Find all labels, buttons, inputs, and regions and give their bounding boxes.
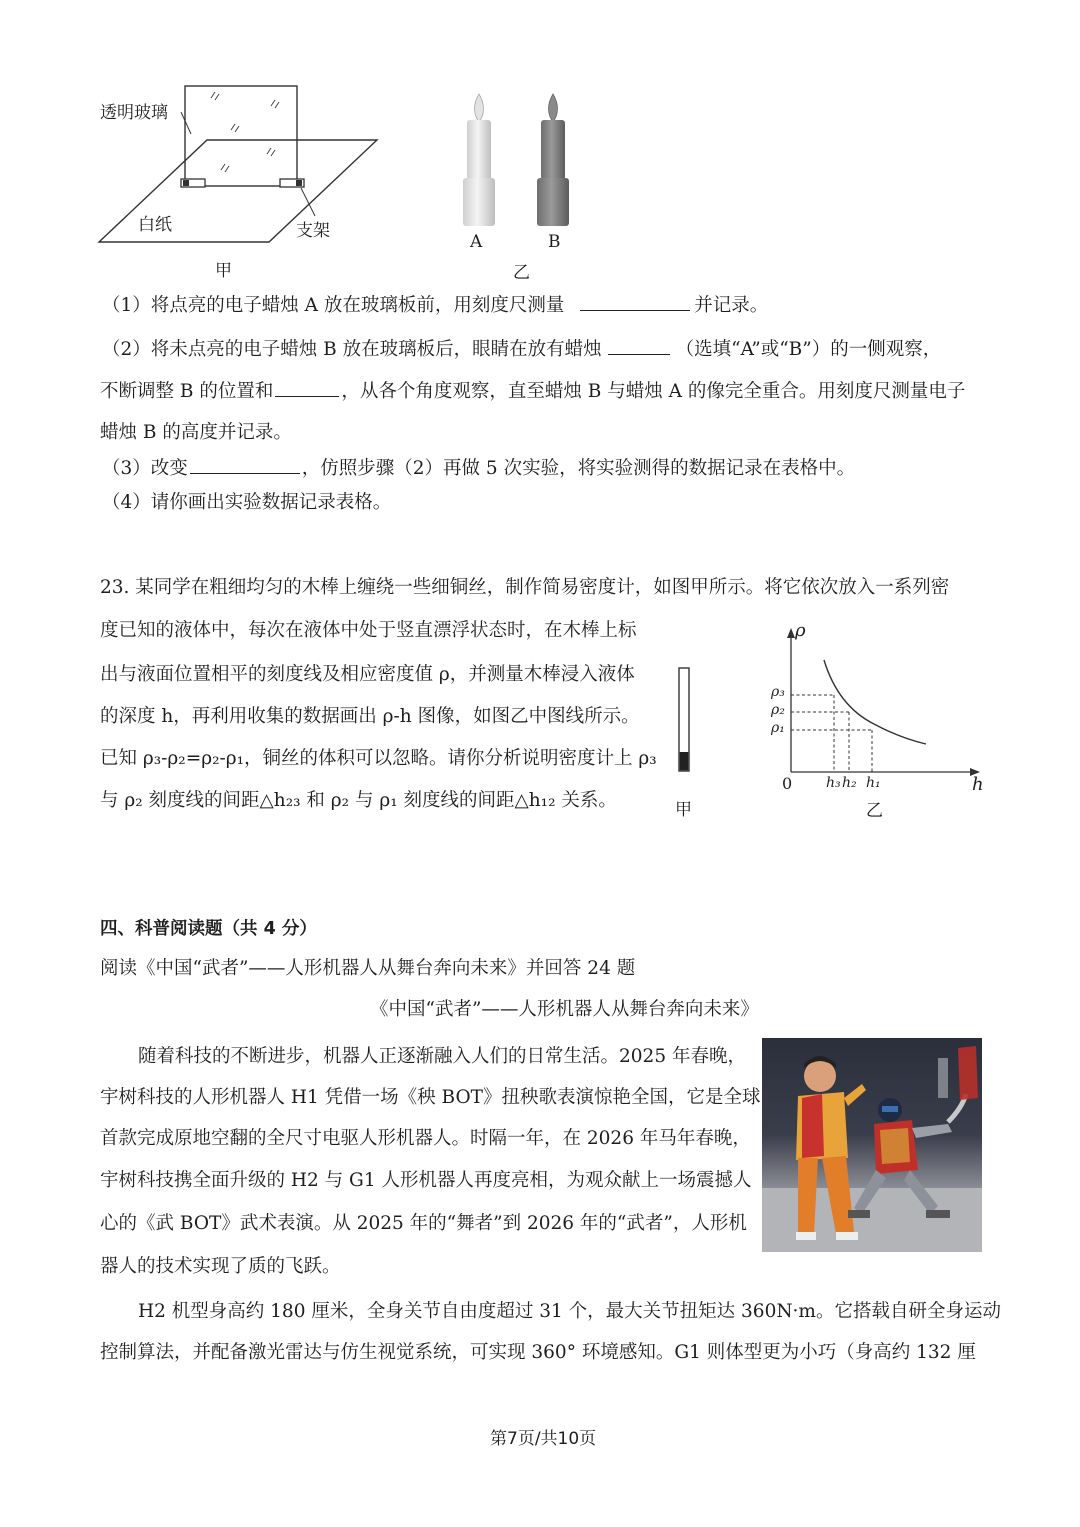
para2-line2: 控制算法，并配备激光雷达与仿生视觉系统，可实现 360° 环境感知。G1 则体型更为小巧（身高约 132 厘 [100, 1342, 976, 1363]
q23-line1: 23. 某同学在粗细均匀的木棒上缠绕一些细铜丝，制作简易密度计，如图甲所示。将它依次放入一系列密 [100, 577, 950, 598]
q23-line2: 度已知的液体中，每次在液体中处于竖直漂浮状态时，在木棒上标 [100, 620, 637, 641]
graph-rho1: ρ₁ [771, 720, 785, 736]
graph-x-axis-label: h [972, 774, 984, 795]
para1-line2: 宇树科技的人形机器人 H1 凭借一场《秧 BOT》扭秧歌表演惊艳全国，它是全球 [100, 1087, 761, 1108]
q22-step3-text: （3）改变 [102, 458, 188, 479]
section-intro: 阅读《中国“武者”——人形机器人从舞台奔向未来》并回答 24 题 [100, 958, 636, 979]
paper-label: 白纸 [138, 215, 172, 235]
q22-step4: （4）请你画出实验数据记录表格。 [102, 492, 392, 513]
para1-line3: 首款完成原地空翻的全尺寸电驱人形机器人。时隔一年，在 2026 年马年春晚， [100, 1128, 751, 1149]
figure-caption-yi: 乙 [513, 263, 530, 283]
stand-label: 支架 [296, 221, 330, 241]
graph-h3: h₃ [826, 775, 841, 791]
article-title: 《中国“武者”——人形机器人从舞台奔向未来》 [370, 999, 759, 1020]
q22-step2-text: ，从各个角度观察，直至蜡烛 B 与蜡烛 A 的像完全重合。用刻度尺测量电子 [341, 381, 966, 402]
hydrometer-caption: 甲 [675, 800, 692, 820]
graph-rho2: ρ₂ [771, 702, 785, 718]
candle-b-label: B [548, 232, 561, 252]
graph-y-axis-label: ρ [795, 620, 806, 641]
q23-line6: 与 ρ₂ 刻度线的间距△h₂₃ 和 ρ₂ 与 ρ₁ 刻度线的间距△h₁₂ 关系。 [100, 790, 617, 811]
q22-step2-line1 [102, 336, 941, 363]
para1-line5: 心的《武 BOT》武术表演。从 2025 年的“舞者”到 2026 年的“武者”，人形机 [100, 1213, 747, 1234]
page-number: 第7页/共10页 [490, 1429, 597, 1449]
q22-step1-text: （1）将点亮的电子蜡烛 A 放在玻璃板前，用刻度尺测量 [102, 295, 565, 316]
robot-performance-photo [762, 1038, 982, 1252]
graph-h1: h₁ [866, 775, 881, 791]
graph-rho3: ρ₃ [771, 684, 785, 700]
q22-step1-tail: 并记录。 [694, 295, 769, 316]
para1-line1: 随着科技的不断进步，机器人正逐渐融入人们的日常生活。2025 年春晚， [138, 1046, 746, 1067]
q22-step2-line2 [100, 378, 965, 405]
q22-step3-text: ，仿照步骤（2）再做 5 次实验，将实验测得的数据记录在表格中。 [301, 458, 856, 479]
q22-step2-line3: 蜡烛 B 的高度并记录。 [100, 422, 292, 443]
q23-line5: 已知 ρ₃-ρ₂=ρ₂-ρ₁，铜丝的体积可以忽略。请你分析说明密度计上 ρ₃ [100, 748, 657, 769]
para1-line4: 宇树科技携全面升级的 H2 与 G1 人形机器人再度亮相，为观众献上一场震撼人 [100, 1170, 752, 1191]
q23-line3: 出与液面位置相平的刻度线及相应密度值 ρ，并测量木棒浸入液体 [100, 664, 635, 685]
para1-line6: 器人的技术实现了质的飞跃。 [100, 1256, 341, 1277]
answer-blank[interactable] [580, 292, 690, 311]
graph-origin: 0 [782, 774, 793, 793]
glass-label: 透明玻璃 [100, 103, 168, 123]
q22-step1 [102, 292, 768, 319]
q22-step3 [102, 455, 855, 482]
graph-h2: h₂ [842, 775, 857, 791]
q22-step2-text: （2）将未点亮的电子蜡烛 B 放在玻璃板后，眼睛在放有蜡烛 [102, 339, 602, 360]
answer-blank[interactable] [275, 378, 339, 397]
q22-step2-text: 不断调整 B 的位置和 [100, 381, 274, 402]
q23-line4: 的深度 h，再利用收集的数据画出 ρ-h 图像，如图乙中图线所示。 [100, 706, 640, 727]
candles-figure [455, 92, 585, 232]
answer-blank[interactable] [190, 455, 300, 474]
hydrometer-figure [676, 666, 692, 774]
graph-caption: 乙 [866, 801, 883, 821]
answer-blank[interactable] [608, 336, 670, 355]
figure-caption-jia: 甲 [215, 261, 232, 281]
candle-a-label: A [470, 232, 483, 252]
q22-step2-text: （选填“A”或“B”）的一侧观察， [675, 339, 942, 360]
para2-line1: H2 机型身高约 180 厘米，全身关节自由度超过 31 个，最大关节扭矩达 360N·m。它搭载自研全身运动 [138, 1301, 1001, 1322]
section-heading: 四、科普阅读题（共 4 分） [100, 919, 317, 939]
